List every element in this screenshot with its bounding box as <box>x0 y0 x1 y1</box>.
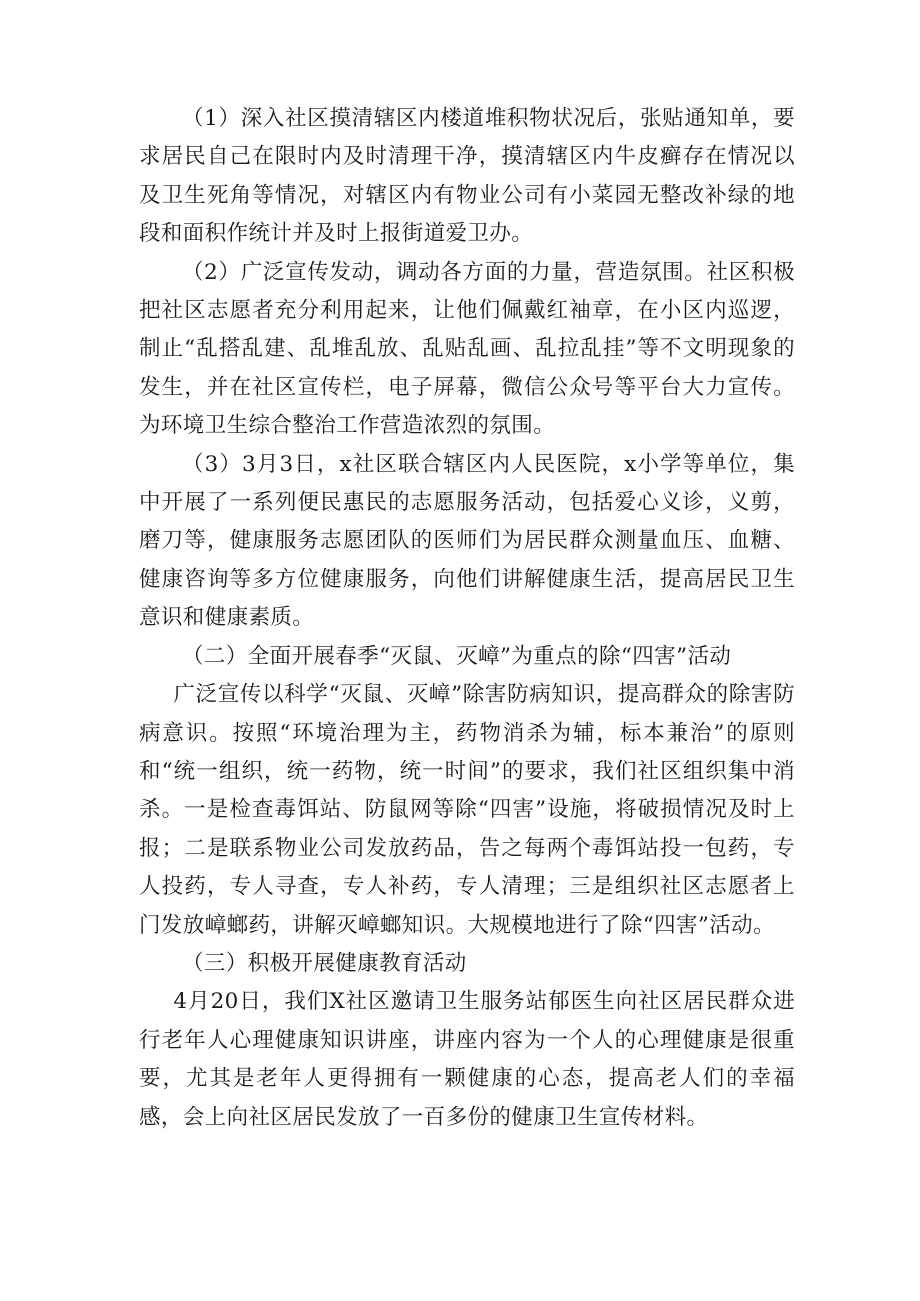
paragraph-item-2: （2）广泛宣传发动，调动各方面的力量，营造氛围。社区积极把社区志愿者充分利用起来，让他们佩戴红袖章，在小区内巡逻，制止“乱搭乱建、乱堆乱放、乱贴乱画、乱拉乱挂”等不文明现象的发生，并在社区宣传栏，电子屏幕，微信公众号等平台大力宣传。为环境卫生综合整治工作营造浓烈的氛围。 <box>139 259 795 439</box>
paragraph-four-pests: 广泛宣传以科学“灭鼠、灭嶂”除害防病知识，提高群众的除害防病意识。按照“环境治理为主，药物消杀为辅，标本兼治”的原则和“统一组织，统一药物，统一时间”的要求，我们社区组织集中消杀。一是检查毒饵站、防鼠网等除“四害”设施，将破损情况及时上报；二是联系物业公司发放药品，告之每两个毒饵站投一包药，专人投药，专人寻查，专人补药，专人清理；三是组织社区志愿者上门发放嶂螂药，讲解灭嶂螂知识。大规模地进行了除“四害”活动。 <box>139 682 795 938</box>
paragraph-health-education: 4月20日，我们X社区邀请卫生服务站郁医生向社区居民群众进行老年人心理健康知识讲座，讲座内容为一个人的心理健康是很重要，尤其是老年人更得拥有一颗健康的心态，提高老人们的幸福感，会上向社区居民发放了一百多份的健康卫生宣传材料。 <box>139 989 795 1130</box>
paragraph-item-3: （3）3月3日，x社区联合辖区内人民医院，x小学等单位，集中开展了一系列便民惠民的志愿服务活动，包括爱心义诊，义剪，磨刀等，健康服务志愿团队的医师们为居民群众测量血压、血糖、健康咨询等多方位健康服务，向他们讲解健康生活，提高居民卫生意识和健康素质。 <box>139 451 795 631</box>
document-page <box>139 100 795 1137</box>
section-heading-3: （三）积极开展健康教育活动 <box>182 950 467 976</box>
section-heading-2: （二）全面开展春季“灭鼠、灭嶂”为重点的除“四害”活动 <box>182 643 732 669</box>
paragraph-item-1: （1）深入社区摸清辖区内楼道堆积物状况后，张贴通知单，要求居民自己在限时内及时清理干净，摸清辖区内牛皮癣存在情况以及卫生死角等情况，对辖区内有物业公司有小菜园无整改补绿的地段和面积作统计并及时上报街道爱卫办。 <box>139 106 795 247</box>
